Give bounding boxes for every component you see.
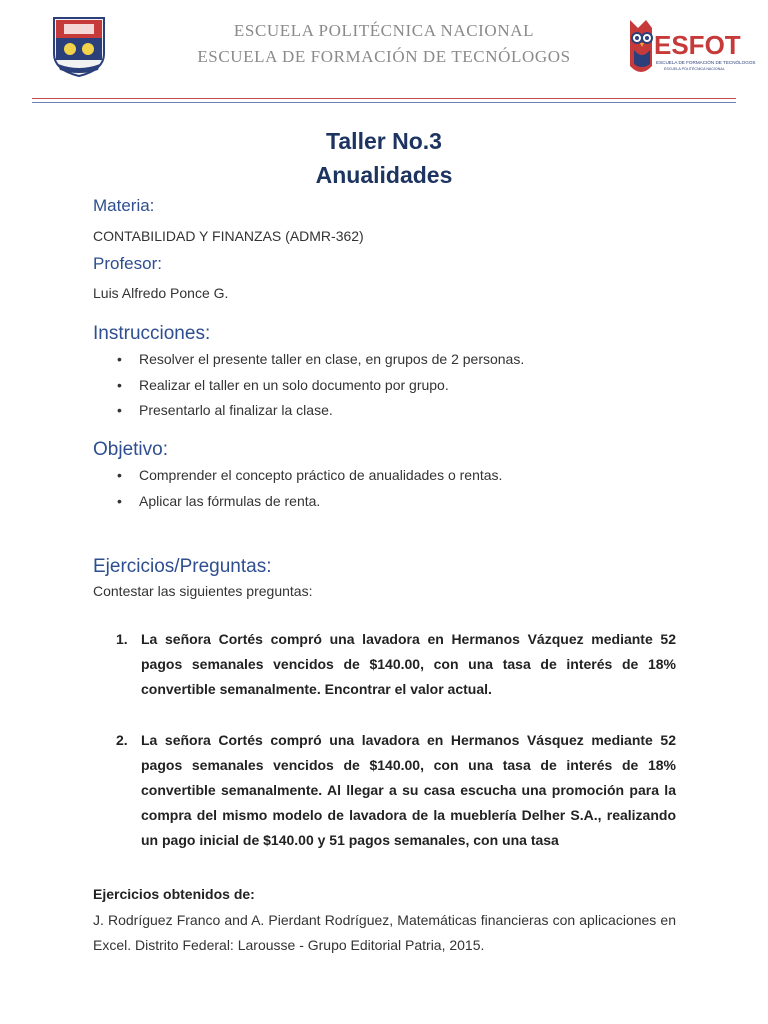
profesor-value: Luis Alfredo Ponce G. (93, 285, 229, 301)
question-2 (116, 728, 676, 853)
workshop-subtitle: Anualidades (315, 162, 453, 188)
instrucciones-list (93, 350, 524, 427)
question-text: La señora Cortés compró una lavadora en Hermanos Vásquez mediante 52 pagos semanales vencidos de $140.00, con una tasa de interés de 18% convertible semanalmente. Al llegar a su casa escucha una promoción para la compra del mismo modelo de lavadora de la mueblería Delher S.A., realizando un pago inicial de $140.00 y 51 pagos semanales, con una tasa (141, 732, 676, 848)
list-item: • Comprender el concepto práctico de anualidades o rentas. (93, 466, 502, 492)
source-citation: J. Rodríguez Franco and A. Pierdant Rodríguez, Matemáticas financieras con aplicaciones en Excel. Distrito Federal: Larousse - Grupo Editorial Patria, 2015. (93, 912, 676, 953)
header-divider-red (32, 98, 736, 99)
institution-name: ESCUELA POLITÉCNICA NACIONAL (233, 21, 535, 40)
question-number: 1. (116, 631, 128, 647)
esfot-logo-subtitle: ESCUELA DE FORMACIÓN DE TECNÓLOGOS (656, 60, 756, 65)
question-number: 2. (116, 732, 128, 748)
source-label: Ejercicios obtenidos de: (93, 886, 255, 902)
header-divider-blue (32, 102, 736, 103)
institution-header (120, 18, 648, 70)
list-item: • Presentarlo al finalizar la clase. (93, 401, 524, 427)
instrucciones-heading: Instrucciones: (93, 323, 211, 344)
list-item: • Resolver el presente taller en clase, en grupos de 2 personas. (93, 350, 524, 376)
question-text: La señora Cortés compró una lavadora en Hermanos Vázquez mediante 52 pagos semanales vencidos de $140.00, con una tasa de interés de 18% convertible semanalmente. Encontrar el valor actual. (141, 631, 676, 697)
list-item: • Aplicar las fórmulas de renta. (93, 492, 502, 518)
list-item: • Realizar el taller en un solo documento por grupo. (93, 376, 524, 402)
profesor-heading: Profesor: (93, 254, 162, 273)
esfot-logo-text: ESFOT (654, 30, 741, 60)
objetivo-list (93, 466, 502, 517)
ejercicios-heading: Ejercicios/Preguntas: (93, 556, 272, 577)
workshop-title: Taller No.3 (326, 128, 442, 154)
ejercicios-intro: Contestar las siguientes preguntas: (93, 583, 313, 599)
materia-heading: Materia: (93, 196, 155, 215)
question-1 (116, 627, 676, 702)
school-name: ESCUELA DE FORMACIÓN DE TECNÓLOGOS (197, 47, 571, 66)
objetivo-heading: Objetivo: (93, 439, 168, 460)
materia-value: CONTABILIDAD Y FINANZAS (ADMR-362) (93, 228, 364, 244)
esfot-owl-logo (624, 14, 756, 80)
esfot-logo-subtitle-2: ESCUELA POLITÉCNICA NACIONAL (664, 67, 725, 71)
epn-shield-logo (50, 14, 108, 78)
